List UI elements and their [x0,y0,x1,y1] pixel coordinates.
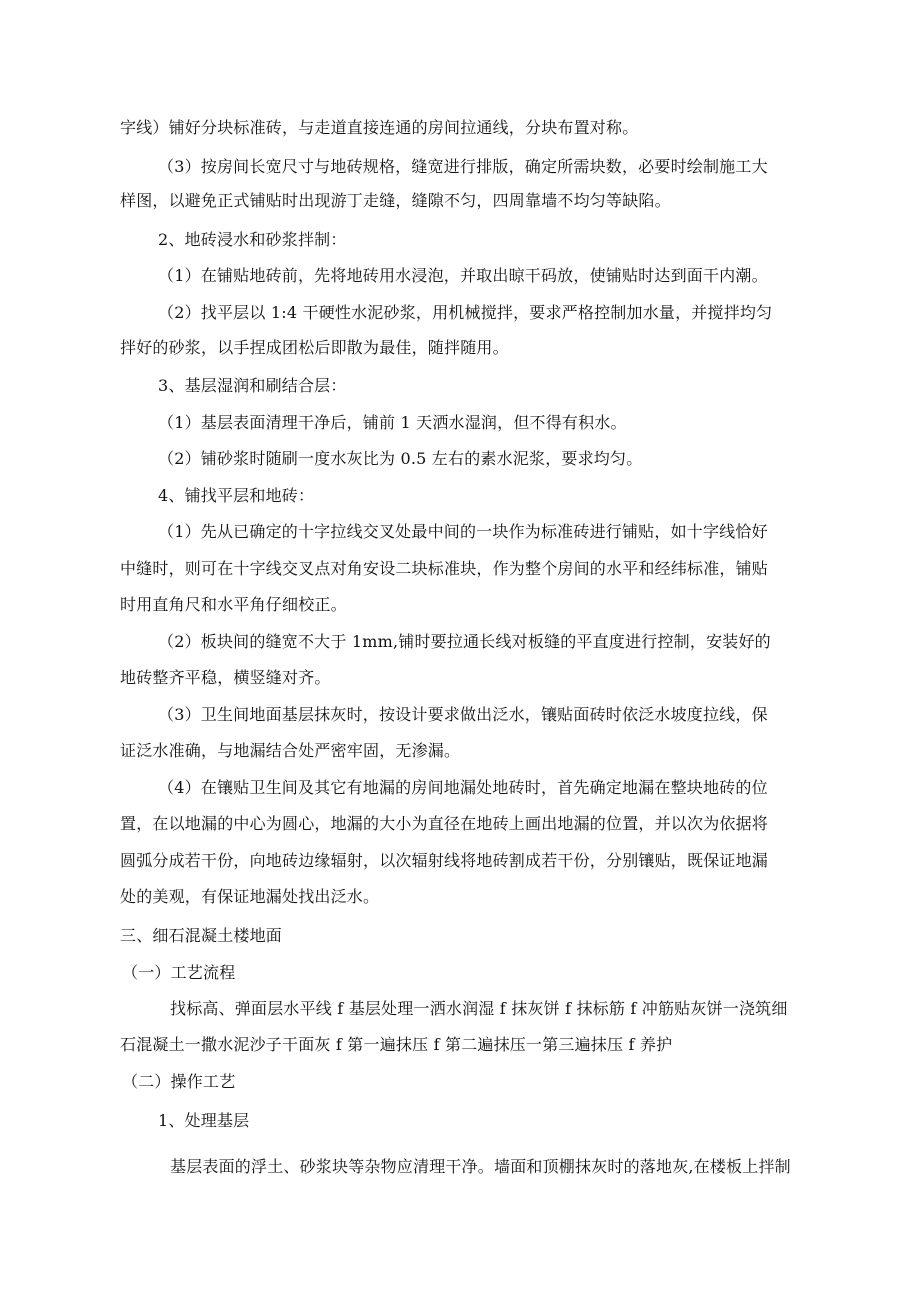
text-line-9: （1）基层表面清理干净后，铺前 1 天洒水湿润，但不得有积水。 [158,413,627,432]
section-heading-2: 2、地砖浸水和砂浆拌制： [158,230,347,249]
text-line-10: （2）铺砂浆时随刷一度水灰比为 0.5 左右的素水泥浆，要求均匀。 [158,449,643,468]
text-line-14: 时用直角尺和水平角仔细校正。 [120,595,347,614]
section-heading-1: 1、处理基层 [158,1111,250,1130]
text-line-1: 字线）铺好分块标准砖，与走道直接连通的房间拉通线，分块布置对称。 [120,118,639,137]
text-line-29: 基层表面的浮土、砂浆块等杂物应清理干净。墙面和顶棚抹灰时的落地灰,在楼板上拌制 [170,1157,791,1176]
text-line-22: 处的美观，有保证地漏处找出泛水。 [120,887,380,906]
chapter-heading-3: 三、细石混凝土楼地面 [120,926,283,945]
section-heading-3: 3、基层湿润和刷结合层： [158,376,347,395]
text-line-2: （3）按房间长宽尺寸与地砖规格，缝宽进行排版，确定所需块数，必要时绘制施工大 [158,157,768,176]
text-line-6: （2）找平层以 1:4 干硬性水泥砂浆，用机械搅拌，要求严格控制加水量，并搅拌均匀 [158,303,773,322]
text-line-21: 圆弧分成若干份，向地砖边缘辐射，以次辐射线将地砖割成若干份，分别镶贴，既保证地漏 [120,851,769,870]
text-line-18: 证泛水准确，与地漏结合处严密牢固，无渗漏。 [120,741,461,760]
text-line-16: 地砖整齐平稳，横竖缝对齐。 [120,668,331,687]
text-line-19: （4）在镶贴卫生间及其它有地漏的房间地漏处地砖时，首先确定地漏在整块地砖的位 [158,778,768,797]
subsection-heading-2: （二）操作工艺 [122,1072,236,1091]
section-heading-4: 4、铺找平层和地砖： [158,486,315,505]
text-line-3: 样图，以避免正式铺贴时出现游丁走缝，缝隙不匀，四周靠墙不均匀等缺陷。 [120,191,671,210]
text-line-17: （3）卫生间地面基层抹灰时，按设计要求做出泛水，镶贴面砖时依泛水坡度拉线，保 [158,705,768,724]
text-line-15: （2）板块间的缝宽不大于 1mm,铺时要拉通长线对板缝的平直度进行控制，安装好的 [158,632,771,651]
text-line-13: 中缝时，则可在十字线交叉点对角安设二块标准块，作为整个房间的水平和经纬标准，铺贴 [120,559,769,578]
text-line-20: 置，在以地漏的中心为圆心，地漏的大小为直径在地砖上画出地漏的位置，并以次为依据将 [120,814,769,833]
subsection-heading-1: （一）工艺流程 [122,963,236,982]
text-line-12: （1）先从已确定的十字拉线交叉处最中间的一块作为标准砖进行铺贴，如十字线恰好 [158,522,768,541]
text-line-26: 石混凝土一撒水泥沙子干面灰 f 第一遍抹压 f 第二遍抹压一第三遍抹压 f 养护 [120,1035,673,1054]
text-line-7: 拌好的砂浆，以手捏成团松后即散为最佳，随拌随用。 [120,338,509,357]
text-line-25: 找标高、弹面层水平线 f 基层处理一洒水润湿 f 抹灰饼 f 抹标筋 f 冲筋贴灰饼一浇筑细 [170,999,788,1018]
text-line-5: （1）在铺贴地砖前，先将地砖用水浸泡，并取出晾干码放，使铺贴时达到面干内潮。 [158,266,768,285]
